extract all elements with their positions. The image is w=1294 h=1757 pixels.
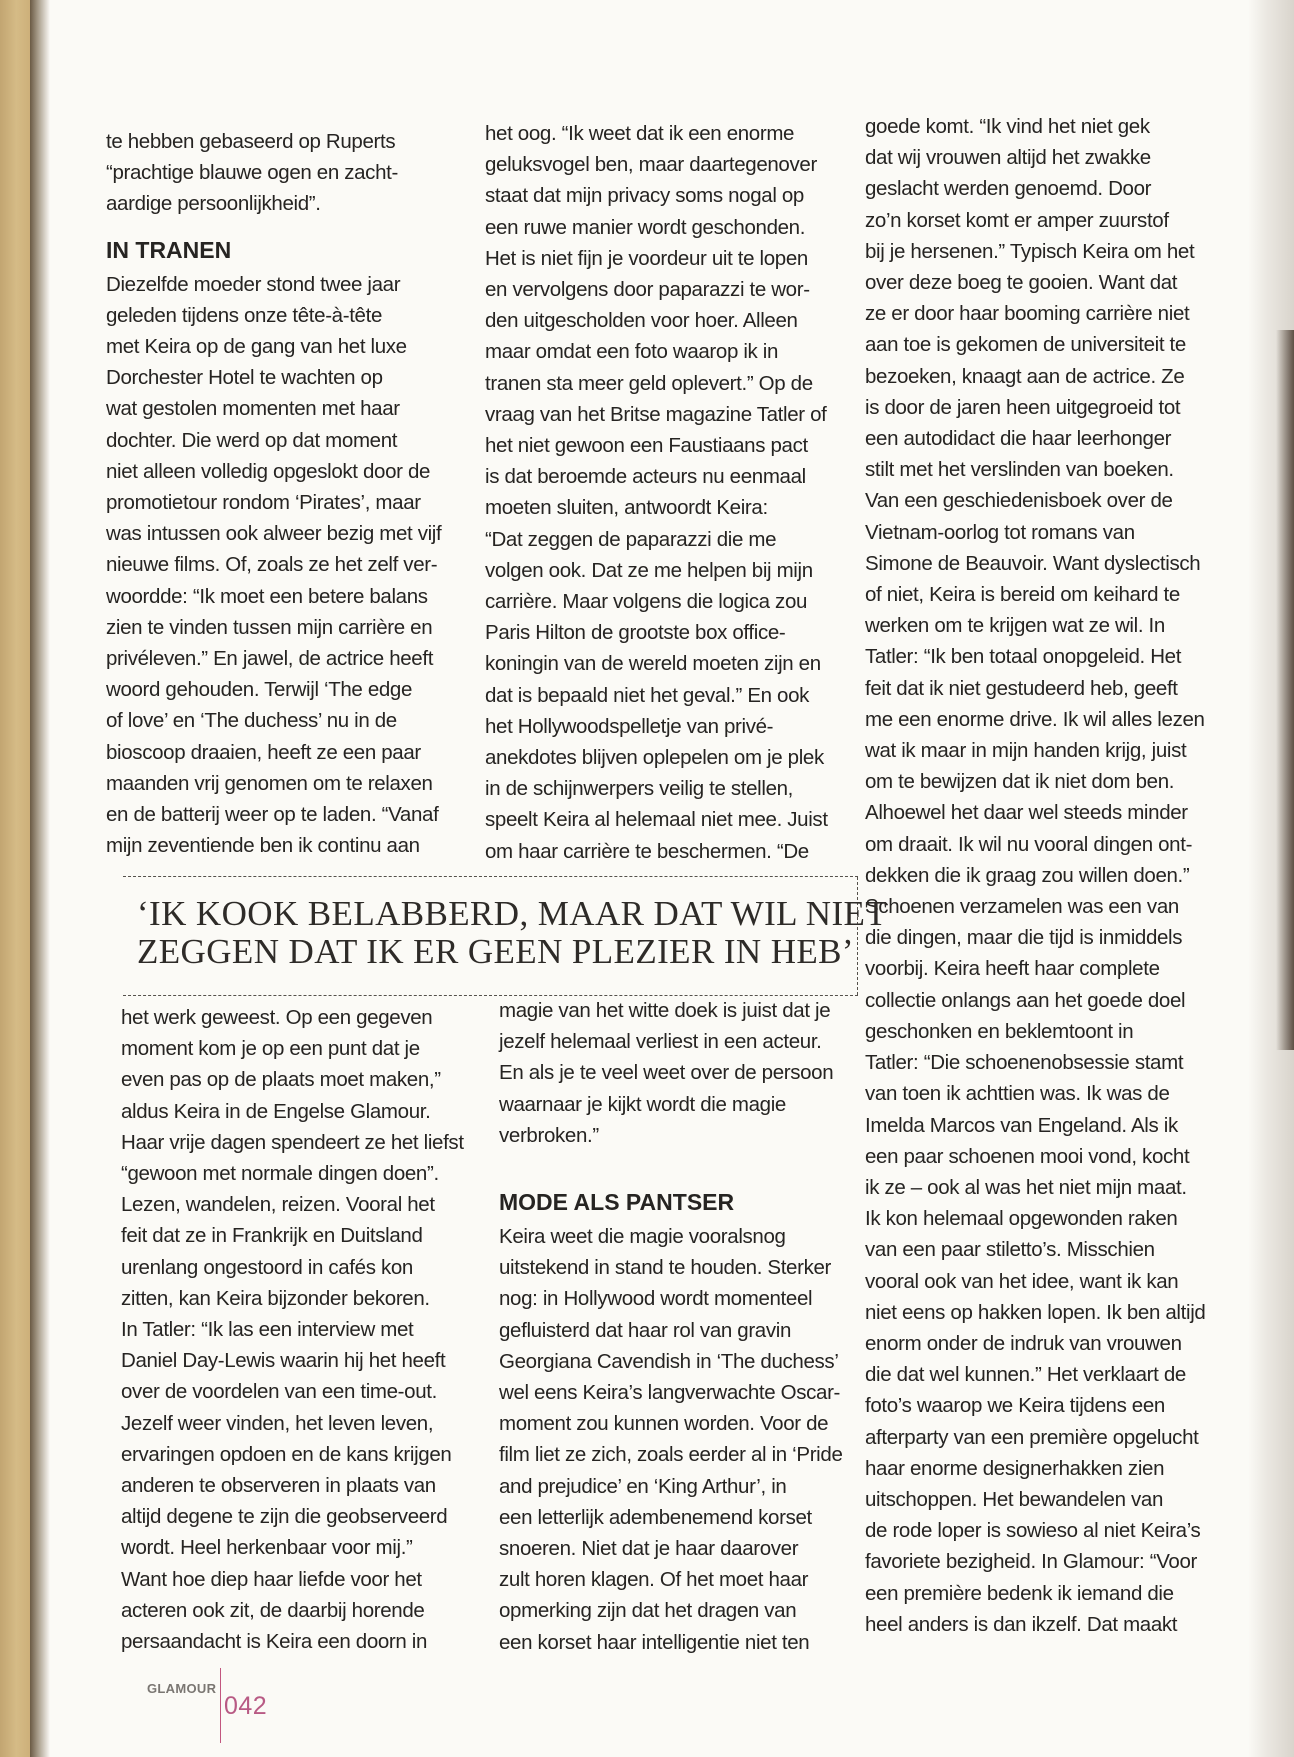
- text-line: te hebben gebaseerd op Ruperts: [106, 130, 396, 153]
- text-line: maanden vrij genomen om te relaxen: [106, 771, 433, 795]
- text-line: bezoeken, knaagt aan de actrice. Ze: [865, 364, 1185, 388]
- column-1: [106, 126, 441, 861]
- text-line: het Hollywoodspelletje van privé-: [485, 714, 774, 738]
- text-line: me een enorme drive. Ik wil alles lezen: [865, 707, 1205, 731]
- text-line: dekken die ik graag zou willen doen.”: [865, 863, 1190, 887]
- text-line: geluksvogel ben, maar daartegenover: [485, 153, 817, 177]
- footer-divider: [220, 1668, 221, 1743]
- text-line: ik ze – ook al was het niet mijn maat.: [865, 1175, 1187, 1199]
- text-line: anderen te observeren in plaats van: [121, 1474, 436, 1498]
- text-line: waarnaar je kijkt wordt die magie: [499, 1092, 786, 1116]
- text-line: “Dat zeggen de paparazzi die me: [485, 527, 777, 551]
- pull-quote-text: [137, 895, 887, 971]
- text-line: verbroken.”: [499, 1123, 599, 1147]
- text-line: dat wij vrouwen altijd het zwakke: [865, 146, 1151, 170]
- text-line: was intussen ook alweer bezig met vijf: [106, 522, 442, 546]
- text-line: een première bedenk ik iemand die: [865, 1581, 1174, 1605]
- text-line: is door de jaren heen uitgegroeid tot: [865, 395, 1181, 419]
- text-line: En als je te veel weet over de persoon: [499, 1061, 834, 1085]
- text-line: gefluisterd dat haar rol van gravin: [499, 1318, 792, 1342]
- binding-edge: [0, 0, 30, 1757]
- text-line: over deze boeg te gooien. Want dat: [865, 271, 1178, 295]
- text-line: met Keira op de gang van het luxe: [106, 335, 407, 359]
- text-line: geslacht werden genoemd. Door: [865, 177, 1152, 201]
- text-line: maar omdat een foto waarop ik in: [485, 340, 779, 364]
- text-line: vooral ook van het idee, want ik kan: [865, 1269, 1179, 1293]
- text-line: goede komt. “Ik vind het niet gek: [865, 115, 1150, 138]
- text-line: een autodidact die haar leerhonger: [865, 427, 1172, 451]
- text-line: aldus Keira in de Engelse Glamour.: [121, 1099, 431, 1123]
- text-line: “prachtige blauwe ogen en zacht-: [106, 161, 398, 185]
- text-line: wat gestolen momenten met haar: [106, 397, 400, 421]
- text-line: zo’n korset komt er amper zuurstof: [865, 208, 1169, 232]
- text-line: de rode loper is sowieso al niet Keira’s: [865, 1519, 1201, 1543]
- text-line: dat is bepaald niet het geval.” En ook: [485, 683, 810, 707]
- text-line: even pas op de plaats moet maken,”: [121, 1068, 441, 1092]
- text-line: woordde: “Ik moet een betere balans: [106, 584, 428, 608]
- column-2-lower: [499, 995, 843, 1658]
- text-line: werken om te krijgen wat ze wil. In: [865, 614, 1165, 638]
- text-line: altijd degene te zijn die geobserveerd: [121, 1505, 448, 1529]
- text-line: wordt. Heel herkenbaar voor mij.”: [121, 1536, 413, 1560]
- text-line: anekdotes blijven oplepelen om je plek: [485, 746, 824, 770]
- text-line: magie van het witte doek is juist dat je: [499, 999, 831, 1022]
- pull-quote-box: [123, 876, 888, 996]
- text-line: Dorchester Hotel te wachten op: [106, 366, 383, 390]
- text-line: collectie onlangs aan het goede doel: [865, 988, 1186, 1012]
- text-line: moeten sluiten, antwoordt Keira:: [485, 496, 768, 520]
- text-line: aan toe is gekomen de universiteit te: [865, 333, 1186, 357]
- page-edge-shadow: [1276, 330, 1294, 1050]
- text-line: dochter. Die werd op dat moment: [106, 428, 398, 452]
- text-line: Georgiana Cavendish in ‘The duchess’: [499, 1349, 839, 1373]
- text-line: Van een geschiedenisboek over de: [865, 489, 1173, 513]
- text-line: of love’ en ‘The duchess’ nu in de: [106, 709, 397, 733]
- text-line: favoriete bezigheid. In Glamour: “Voor: [865, 1550, 1197, 1574]
- text-line: Paris Hilton de grootste box office-: [485, 621, 786, 645]
- text-line: Imelda Marcos van Engeland. Als ik: [865, 1113, 1178, 1137]
- text-line: Diezelfde moeder stond twee jaar: [106, 272, 401, 296]
- text-line: zitten, kan Keira bijzonder bekoren.: [121, 1286, 430, 1310]
- text-line: voorbij. Keira heeft haar complete: [865, 957, 1160, 981]
- text-line: ervaringen opdoen en de kans krijgen: [121, 1442, 452, 1466]
- text-line: en vervolgens door paparazzi te wor-: [485, 278, 810, 302]
- text-line: die dat wel kunnen.” Het verklaart de: [865, 1363, 1186, 1387]
- text-line: nog: in Hollywood wordt momenteel: [499, 1287, 813, 1311]
- text-line: uitschoppen. Het bewandelen van: [865, 1487, 1164, 1511]
- text-line: aardige persoonlijkheid”.: [106, 192, 321, 216]
- text-line: tranen sta meer geld oplevert.” Op de: [485, 371, 813, 395]
- page-number: 042: [224, 1692, 268, 1720]
- text-line: den uitgescholden voor hoer. Alleen: [485, 309, 798, 333]
- text-line: een ruwe manier wordt geschonden.: [485, 215, 806, 239]
- text-line: een letterlijk adembenemend korset: [499, 1505, 812, 1529]
- text-line: acteren ook zit, de daarbij horende: [121, 1598, 425, 1622]
- text-line: om draait. Ik wil nu vooral dingen ont-: [865, 832, 1193, 856]
- text-line: and prejudice’ en ‘King Arthur’, in: [499, 1474, 787, 1498]
- text-line: en de batterij weer op te laden. “Vanaf: [106, 803, 439, 827]
- text-line: het werk geweest. Op een gegeven: [121, 1006, 433, 1029]
- text-line: volgen ook. Dat ze me helpen bij mijn: [485, 558, 813, 582]
- text-line: geschonken en beklemtoont in: [865, 1019, 1134, 1043]
- text-line: nieuwe films. Of, zoals ze het zelf ver-: [106, 553, 438, 577]
- text-line: uitstekend in stand te houden. Sterker: [499, 1256, 832, 1280]
- text-line: carrière. Maar volgens die logica zou: [485, 590, 808, 614]
- text-line: niet alleen volledig opgeslokt door de: [106, 459, 431, 483]
- text-line: Jezelf weer vinden, het leven leven,: [121, 1411, 434, 1435]
- text-line: ze er door haar booming carrière niet: [865, 302, 1190, 326]
- text-line: urenlang ongestoord in cafés kon: [121, 1255, 413, 1279]
- text-line: privéleven.” En jawel, de actrice heeft: [106, 647, 434, 671]
- text-line: van een paar stiletto’s. Misschien: [865, 1238, 1155, 1262]
- text-line: Haar vrije dagen spendeert ze het liefst: [121, 1130, 464, 1154]
- text-line: film liet ze zich, zoals eerder al in ‘Pride: [499, 1443, 843, 1467]
- text-line: om haar carrière te beschermen. “De: [485, 839, 809, 863]
- text-line: mijn zeventiende ben ik continu aan: [106, 834, 420, 858]
- pull-quote-line-1: ‘IK KOOK BELABBERD, MAAR DAT WIL NIET: [137, 894, 888, 933]
- text-line: Keira weet die magie vooralsnog: [499, 1225, 786, 1249]
- text-line: een korset haar intelligentie niet ten: [499, 1630, 810, 1654]
- text-line: om te bewijzen dat ik niet dom ben.: [865, 770, 1175, 794]
- text-line: speelt Keira al helemaal niet mee. Juist: [485, 808, 828, 832]
- text-line: Lezen, wandelen, reizen. Vooral het: [121, 1193, 435, 1217]
- column-2: [485, 118, 828, 867]
- text-line: feit dat ik niet gestudeerd heb, geeft: [865, 676, 1178, 700]
- text-line: Het is niet fijn je voordeur uit te lopen: [485, 246, 808, 270]
- text-line: die dingen, maar die tijd is inmiddels: [865, 926, 1183, 950]
- text-line: wat ik maar in mijn handen krijg, juist: [865, 739, 1187, 763]
- section-heading-in-tranen: IN TRANEN: [106, 236, 232, 263]
- text-line: vraag van het Britse magazine Tatler of: [485, 402, 827, 426]
- text-line: woord gehouden. Terwijl ‘The edge: [106, 678, 413, 702]
- text-line: Schoenen verzamelen was een van: [865, 895, 1179, 919]
- text-line: enorm onder de indruk van vrouwen: [865, 1331, 1182, 1355]
- text-line: koningin van de wereld moeten zijn en: [485, 652, 821, 676]
- text-line: geleden tijdens onze tête-à-tête: [106, 303, 383, 327]
- text-line: van toen ik achttien was. Ik was de: [865, 1082, 1170, 1106]
- text-line: Daniel Day-Lewis waarin hij het heeft: [121, 1349, 446, 1373]
- text-line: In Tatler: “Ik las een interview met: [121, 1318, 414, 1342]
- text-line: Alhoewel het daar wel steeds minder: [865, 801, 1188, 825]
- text-line: foto’s waarop we Keira tijdens een: [865, 1394, 1165, 1418]
- text-line: het oog. “Ik weet dat ik een enorme: [485, 122, 795, 145]
- magazine-brand: GLAMOUR: [147, 1681, 217, 1696]
- text-line: staat dat mijn privacy soms nogal op: [485, 184, 804, 208]
- text-line: opmerking zijn dat het dragen van: [499, 1599, 797, 1623]
- text-line: feit dat ze in Frankrijk en Duitsland: [121, 1224, 423, 1248]
- text-line: “gewoon met normale dingen doen”.: [121, 1162, 439, 1186]
- text-line: het niet gewoon een Faustiaans pact: [485, 434, 808, 458]
- text-line: jezelf helemaal verliest in een acteur.: [499, 1030, 822, 1054]
- text-line: of niet, Keira is bereid om keihard te: [865, 583, 1180, 607]
- text-line: persaandacht is Keira een doorn in: [121, 1630, 428, 1654]
- text-line: wel eens Keira’s langverwachte Oscar-: [499, 1381, 841, 1405]
- text-line: moment kom je op een punt dat je: [121, 1037, 420, 1061]
- text-line: haar enorme designerhakken zien: [865, 1456, 1165, 1480]
- text-line: is dat beroemde acteurs nu eenmaal: [485, 465, 806, 489]
- binding-shadow: [30, 0, 50, 1757]
- text-line: stilt met het verslinden van boeken.: [865, 458, 1174, 482]
- text-line: over de voordelen van een time-out.: [121, 1380, 437, 1404]
- text-line: Ik kon helemaal opgewonden raken: [865, 1207, 1178, 1231]
- text-line: Tatler: “Ik ben totaal onopgeleid. Het: [865, 645, 1182, 669]
- column-1-lower: [121, 1002, 464, 1657]
- text-line: heel anders is dan ikzelf. Dat maakt: [865, 1612, 1178, 1636]
- text-line: moment zou kunnen worden. Voor de: [499, 1412, 829, 1436]
- pull-quote-line-2: ZEGGEN DAT IK ER GEEN PLEZIER IN HEB’: [137, 932, 854, 971]
- text-line: bij je hersenen.” Typisch Keira om het: [865, 239, 1195, 263]
- text-line: een paar schoenen mooi vond, kocht: [865, 1144, 1190, 1168]
- text-line: bioscoop draaien, heeft ze een paar: [106, 740, 421, 764]
- text-line: afterparty van een première opgelucht: [865, 1425, 1199, 1449]
- text-line: Want hoe diep haar liefde voor het: [121, 1567, 422, 1591]
- text-line: Vietnam-oorlog tot romans van: [865, 520, 1135, 544]
- text-line: Simone de Beauvoir. Want dyslectisch: [865, 551, 1201, 575]
- text-line: in de schijnwerpers veilig te stellen,: [485, 777, 794, 801]
- text-line: niet eens op hakken lopen. Ik ben altijd: [865, 1300, 1206, 1324]
- text-line: Tatler: “Die schoenenobsessie stamt: [865, 1051, 1184, 1075]
- text-line: zult horen klagen. Of het moet haar: [499, 1568, 809, 1592]
- text-line: zien te vinden tussen mijn carrière en: [106, 615, 433, 639]
- text-line: promotietour rondom ‘Pirates’, maar: [106, 491, 421, 515]
- text-line: snoeren. Niet dat je haar daarover: [499, 1537, 799, 1561]
- column-3: [865, 111, 1205, 1640]
- section-heading-mode-als-pantser: MODE ALS PANTSER: [499, 1189, 735, 1216]
